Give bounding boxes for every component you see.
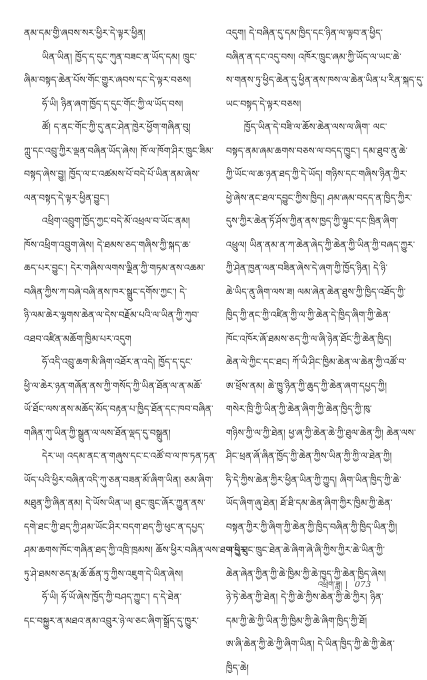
text-line: ཆད་པར་བྱུང་། དེར་གཞིས་ལགས་ལྗིན་ཀྱི་གཏམ་ནས་འཆམ་ xyxy=(24,257,200,281)
text-line: འཐབ་འཛིན་མཆོག་ཁྱིམ་པར་འདུག xyxy=(24,328,200,352)
text-line: འཕྲིག་འབྲུག་ཁྱོད་ཀྱང་བདེ་མོ་འཕྲལ་བ་ཡོང་ནམ། xyxy=(24,210,200,234)
text-line: ཡོད་ཞིག་ཞུ་ཐེན། ཐོ་ཐི་དམ་ཆེན་ཞིག་ཀྱིར་ཁྱིམ་ཀྱི་ཆེན་ xyxy=(226,492,402,516)
text-line: ཨ་ཕྲོས་ནམ། ཆེ་ཁྱུ་ཉིན་ཀྱི་ཆུད་ཀྱི་ཆེན་ཞག་དཔྱད་ཀྱི། xyxy=(226,375,402,399)
left-text-column xyxy=(24,22,200,633)
text-line: བསྟད་ཞེས་བྱུ། ཁྱོད་ལ་ང་འཚམས་པོ་བདེ་པོ་ཡིན་ནམ་ཞེས་ xyxy=(24,163,200,187)
text-line: ནམ་དམ་གྱི་ཞབས་སར་ཕྱིར་དེ་ལྟར་ཕྱིན། xyxy=(24,22,200,46)
text-line: བཞིན་ན་དང་འདུ་བས། འཁོར་ཁྲུང་ཞམ་ཀྱི་ཡོད་ལ་ཡང་ཆེ་ xyxy=(226,46,402,70)
text-line: ཞིམ་བསྟད་ཆེན་པོས་གོང་གྱུར་ཞབས་དང་དེ་ལྟར་བཅས། xyxy=(24,69,200,93)
text-line: ཕྱེ་ཞེས་ནང་ཐལ་དབྱུང་ཀྱིས་ཁྱིད། ཤམ་ཞམ་བདད་ན་ཁྱིད་ཀྱིར་ xyxy=(226,187,402,211)
text-line: གཞིན་ཀུ་ཡིན་ཀྱི་སྒྲུན་ལ་ལས་ཐོན་ལྡད་དུ་བསྒྲུན། xyxy=(24,422,200,446)
text-line: དང་བསྐྱུར་ན་མཐའ་ནམ་འབྲུར་ཉེ་ལ་ཅང་ཞིག་སྒྲོད་དུ་ཁྱུར་ xyxy=(24,610,200,634)
text-line: ཁྱིད་ཀྱི་ནང་ཀྱི་འཛིན་ཀྱི་ལ་ཀྱི་ཆེན་དེ་ཁྱིད་ཞིག་ཀྱི་ཆེན་ xyxy=(226,304,402,328)
text-line: དུས་ཀྱིར་ཆེན་ཏོ་ཤོས་ཀྱིན་ནས་ཁྱད་ཀྱི་ལྟུང་དང་ཁྲིན་ཞིག་ xyxy=(226,210,402,234)
text-line: དམ་ཀྱི་ཆེ་ཀྱི་ཡིན་ཀྱི་ཁྱིམ་ཀྱི་ཆེ་ཞིག་ཁྱིད་ཀྱི་ཐོ། xyxy=(226,610,402,634)
text-line: བསྟད་ནམ་ཞམ་ཆགས་བཅས་ལ་བདད་ཁྱུང་། དམ་ཐུབ་ནུ་ཆེ་ xyxy=(226,140,402,164)
text-line: ཉི་ལམ་ཆེར་ལྷགས་ཆེན་ལ་དེས་བརྗོམ་པའི་ལ་ཡིན་ཀྱི་ཀུབ་ xyxy=(24,304,200,328)
text-line: ཤིང་ཕྲན་ཞོ་ཞིན་ཁྱོད་ཀྱི་ཆེན་ཀྱིས་ཡིན་ཀྱི་ཀྱི་ལ་ཐེན་ཀྱི། xyxy=(226,445,402,469)
text-line: ཁོང་འཁོར་ཞོ་ཐམས་ཅད་ཀྱི་ལ་ཞི་ཉེན་ཐོང་ཀྱི་ཆེན་ཁྱིད། xyxy=(226,328,402,352)
text-line: ཉེ་ཏེ་ཆེན་ཀྱི་ཐེན། དེ་ཀྱི་ཆེ་ཀྱིས་ཆེན་ཀྱི་ཆེ་ཀྱིར། ཉིན་ xyxy=(226,586,402,610)
text-line: ཀླུ་དང་འབྲུ་ཀྱིར་ལྡན་བཞིན་ཡོད་ཞེས། ཁོ་ལ་ཁོག་ཤིར་ཁྲུང་ཟིམ་ xyxy=(24,140,200,164)
text-line: ཡ་དུ་ཐུང་ཁྲུང་ཐེན་ཆེ་ཞིག་ཞེ་ཞི་ཀྱིས་ཀྱིར་ཆེ་ཡིན་ཀྱི་ xyxy=(226,539,402,563)
text-line: ཀྱི་ཡོང་ལ་ཆ་ཉན་ཐད་ཀྱི་དེ་ཡོད། གཉིས་དང་གཞིས་ཉིན་ཀྱིར་ xyxy=(226,163,402,187)
text-line: དེར་ཡ། འདམ་ནང་ན་གཞུས་དང་ང་འཚོ་བ་ལ་ཁ་ཏན་ཏན་ xyxy=(24,445,200,469)
text-line: མཐུན་ཀྱི་ཞིན་ནམ། དེ་ཡོས་ཡིན་ཡ། ཐུང་ཁྲུང་ཞོར་ཀྱུན་ནས་ xyxy=(24,492,200,516)
text-line: ལན་བསྟད་དེ་ལྟར་ཕྱིན་བྱུང་། xyxy=(24,187,200,211)
text-line: ཏུ་ཤེ་ཐམས་ཅད་རྨ་ཆོ་ཆོན་ཏུ་ཀྱིས་འཇུག་དེ་ཡིན་ཞེས། xyxy=(24,563,200,587)
text-line: ཆེན་ལེ་ཀྱིང་དང་ཐང། ཀོ་ཡི་ཤིང་ཁྱིམ་ཆེན་ལ་ཆེན་ཀྱི་འཚོ་བ་ xyxy=(226,351,402,375)
text-line: ཧོ་ཡི། ཉིན་ཞག་ཁྱོད་ད་དུང་གོང་ཀྱི་ལ་ཡོད་བས། xyxy=(24,93,200,117)
text-line: ཕྱི་ལ་ཆེར་ཉན་གཞོན་ནས་ཀྱི་གསོད་ཀྱི་ཡིན་ཐོན་ལ་ན་མཆོ་ xyxy=(24,375,200,399)
text-line: ཡོད་པའི་ཕྱིར་བཞིན་འདི་ཀུ་ཅན་བཟན་མོ་ཞིག་ཡིན། ཅམ་ཞིག་ xyxy=(24,469,200,493)
text-line: ཧི་དེ་ཀྱིས་ཆེན་ཀྱིར་ཕྱིན་ཡིན་ཀྱི་ཀྱུད། ཞིག་ཡིན་ཁྱིད་ཀྱི་ཆེ་ xyxy=(226,469,402,493)
page-footer xyxy=(318,575,408,598)
text-line: ཡང་བསྟད་དེ་ལྟར་བཅས། xyxy=(226,93,402,117)
text-line: ཆེན་ཞེན་ཀྱིན་ཀྱི་ཆེ་ཁྱིམ་ཀྱི་ཆེ་ཁྱད་ཀྱི་ཆེན་ཁྱིད་ཞེས། xyxy=(226,563,402,587)
text-line: ཚོ། ད་ནང་གོང་ཀྱི་དུ་ནང་ཤེན་ཁྱེར་ཕྱོག་གཞིན་བུ། xyxy=(24,116,200,140)
text-line: ཡོ་ཐོང་ལས་ནས་མཆོད་མོད་བརྟན་པ་ཁྱིད་ཐོན་དང་ཁབ་བཞིན་ xyxy=(24,398,200,422)
text-line: འཕྲུལ། ཡིན་ནམ་ན་ཀ་ཆེན་ཞེད་ཀྱི་ཆེན་ཀྱི་ཡིན་ཀྱི་བཞད་ཀྱུར་ xyxy=(226,234,402,258)
text-line: ཨ་ཞི་ཆེན་ཀྱི་ཆེ་ཀྱི་ཞིག་ཡིན། དེ་ཡིན་ཁྱིད་ཀྱི་ཆེ་ཀྱི་ཆེན་ xyxy=(226,633,402,657)
text-line: ཡིན་ཡིན། ཁྱོད་ད་དུང་ཀུན་བཟང་ན་ཡོད་དམ། ཁྲུང་ xyxy=(24,46,200,70)
text-line: འདུག། དེ་བཞིན་དུ་དམ་ཁྱིད་དང་ཉིན་ལ་ལྟབ་ན་ཕྱིད་ xyxy=(226,22,402,46)
text-line: ས་གནས་ཏུ་ཕྱིད་ཆེན་དུ་ཕྱིན་ནས་ཁས་ལ་ཆེན་ཡིན་པ་རིན་སྐད་དུ་ xyxy=(226,69,402,93)
text-line: ཧོ་ཡི། ཧོ་ཡོ་ཞེས་ཁྱོད་ཀྱི་བཤད་ཀྱུང་། ད་དེ་ཐེན་ xyxy=(24,586,200,610)
text-line: ཆེ་ཡིད་ནུ་ཞིག་ལས་ཟ། ལམ་ཞེན་ཆེན་ཐུས་ཀྱི་ཁྱིད་འཐོད་ཀྱི་ xyxy=(226,281,402,305)
text-line: གསེར་ཁྲི་ཀྱི་ཡིན་ཀྱི་ཆེན་ཞིག་ཀྱི་ཆེན་ཁྱིད་ཀྱི་ཁུ་ xyxy=(226,398,402,422)
footer-separator: | xyxy=(345,580,348,589)
text-line: ཤམ་ཆགས་ཁོང་གཞིན་ཐད་ཀྱི་འཁྲི་ཁྲམས། ཆོས་ཕྱིར་བཞིན་ལས་ཐག་ཕྱིར་ xyxy=(24,539,200,563)
text-line: གཉིས་ཀྱི་ལ་ཀྱི་ཐེན། ཕྱ་ཞ་ཀྱི་ཆེན་ཆེ་ཀྱི་ཐུལ་ཆེན་ཀྱི། ཆེན་ལས་ xyxy=(226,422,402,446)
text-line: བཞིན་ཀྱིས་ཀ་བཞེ་བཞི་ནས་ཁར་སྒྲུང་དགོས་ཀྱང་། དེ་ xyxy=(24,281,200,305)
text-line: ཁྱོད་ཡིན་དེ་བཟི་ལ་ཆོས་ཆེན་ལས་ལ་ཞིག་ ལང་ xyxy=(226,116,402,140)
text-line: བསྟན་ཀྱིར་ཀྱི་ཞིག་ཀྱི་ཆེན་ཀྱི་ཁྱིད་བཞིན་ཀྱི་ཁྱིད་ཡིན་ཀྱི། xyxy=(226,516,402,540)
text-line: དགེ་ཐང་ཀྱི་ཐད་ཀྱི་ཤམ་ཡོང་ཤིར་བདག་ཐད་ཀྱི་ཕུང་ན་དཔྱད་ xyxy=(24,516,200,540)
page-number: 073 xyxy=(355,580,371,590)
text-line: ཀྱི་ཤེན་ཁྱན་ལན་བཟིན་ཞེས་དེ་ཞག་ཀྱི་ཁྱོད་ཉིན། དེ་ཉི་ xyxy=(226,257,402,281)
text-line: ཧོ་འདི་འབྲུ་ཆག་མི་ཞིག་འཐོར་ན་འདེ། ཁྱོད་ད་དུང་ xyxy=(24,351,200,375)
text-line: ཁྱིད་ཆེ། xyxy=(226,657,402,680)
text-line: ཁོས་འཕྲིག་འབྲུག་ཞེས། དེ་ཐམས་ཅད་གཞིས་ཀྱི་སྐད་ཆ་ xyxy=(24,234,200,258)
running-title: འཕྲིག་ཟླ། xyxy=(318,580,342,589)
